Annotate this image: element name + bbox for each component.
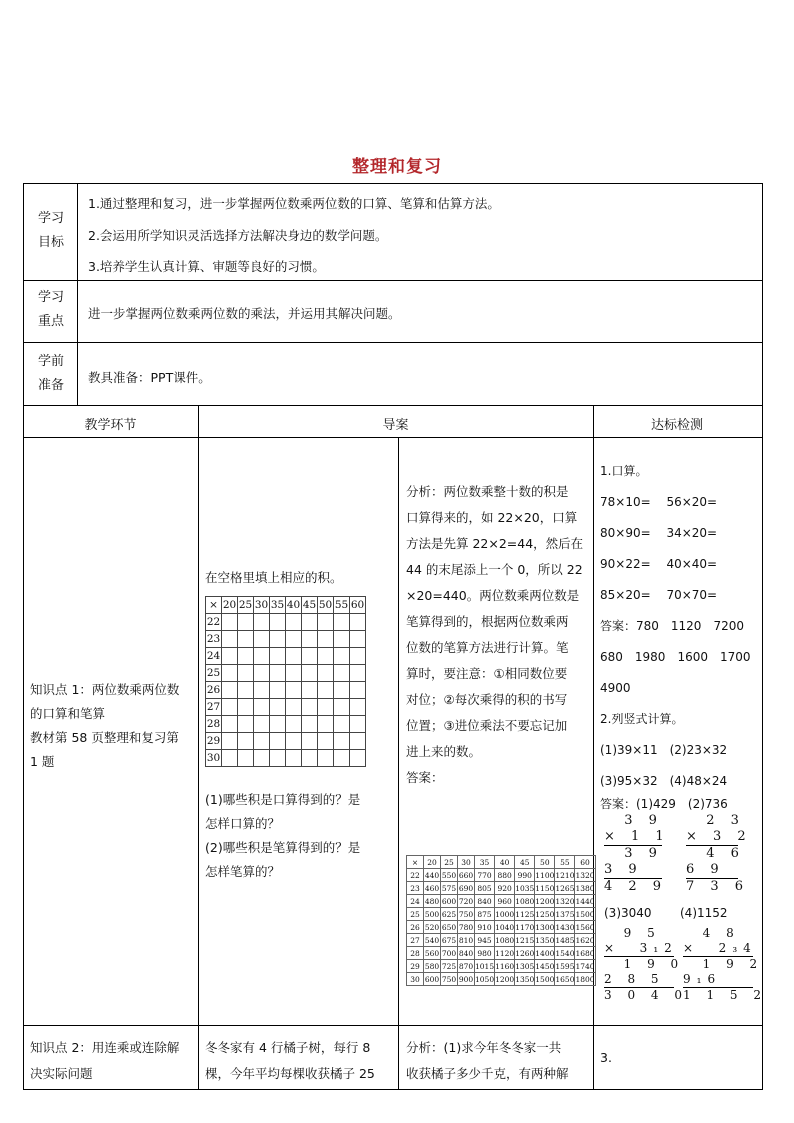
answer-cell: 675	[441, 935, 457, 945]
grid-blank-cell[interactable]	[254, 699, 270, 716]
answer-cell: 945	[475, 934, 495, 947]
k1-analysis: 分析：两位数乘整十数的积是 口算得来的，如 22×20，口算 方法是先算 22×2=44，然后在 44 的末尾添上一个 0，所以 22 ×20=440。两位数乘两位数是 笔算得到的，根据两位数乘两 位数的笔算方法进行计算。笔 算时，要注意：①相同数位要 对位；②每次乘得的积的书写 位置；③进位乘法不要忘记加 进上来的数。 答案：	[406, 484, 584, 785]
grid-blank-cell[interactable]	[254, 648, 270, 665]
answer-cell: 1485	[555, 935, 575, 945]
grid-blank-cell[interactable]	[286, 699, 302, 716]
grid-blank-cell[interactable]	[334, 716, 350, 733]
answer-header-cell: 25	[441, 856, 458, 869]
grid-blank-cell[interactable]	[254, 631, 270, 648]
answer-cell: 1080	[515, 896, 535, 906]
answer-header-cell: 55	[555, 856, 575, 869]
prep-text: 教具准备：PPT课件。	[88, 370, 211, 385]
answer-cell: 920	[495, 882, 515, 895]
answer-cell: 1595	[555, 961, 575, 971]
grid-blank-cell[interactable]	[270, 648, 286, 665]
answer-cell: 1215	[515, 935, 535, 945]
grid-blank-cell[interactable]	[334, 665, 350, 682]
answer-cell: 1350	[515, 974, 535, 984]
grid-blank-cell[interactable]	[318, 733, 334, 750]
grid-blank-cell[interactable]	[222, 648, 238, 665]
answer-cell: 1170	[515, 922, 535, 932]
grid-blank-cell[interactable]	[238, 733, 254, 750]
grid-blank-cell[interactable]	[238, 614, 254, 631]
blank-product-grid	[205, 596, 366, 767]
grid-blank-cell[interactable]	[318, 750, 334, 767]
grid-header-cell: 25	[238, 597, 254, 614]
answer-cell: 520	[424, 922, 440, 932]
grid-blank-cell[interactable]	[270, 750, 286, 767]
answer-cell: 840	[458, 948, 474, 958]
answer-cell: 910	[475, 921, 495, 934]
grid-blank-cell[interactable]	[238, 716, 254, 733]
grid-blank-cell[interactable]	[238, 665, 254, 682]
grid-blank-cell[interactable]	[334, 648, 350, 665]
answer-header-cell: 40	[495, 856, 515, 869]
grid-header-cell: 20	[222, 597, 238, 614]
answer-header-cell: 45	[515, 856, 535, 869]
grid-blank-cell[interactable]	[318, 614, 334, 631]
check-answer-1: 答案：(1)429 (2)736	[600, 797, 728, 811]
k2-analysis: 分析：(1)求今年冬冬家一共 收获橘子多少千克，有两种解	[406, 1040, 569, 1081]
grid-blank-cell[interactable]	[302, 614, 318, 631]
answer-cell: 480	[424, 896, 440, 906]
grid-blank-cell[interactable]	[350, 699, 366, 716]
grid-header-cell: 50	[318, 597, 334, 614]
grid-blank-cell[interactable]	[270, 631, 286, 648]
answer-cell: 690	[458, 883, 474, 893]
grid-blank-cell[interactable]	[302, 648, 318, 665]
grid-blank-cell[interactable]	[350, 614, 366, 631]
grid-blank-cell[interactable]	[318, 716, 334, 733]
grid-header-cell: 40	[286, 597, 302, 614]
answer-cell: 725	[441, 961, 457, 971]
grid-blank-cell[interactable]	[238, 682, 254, 699]
focus-text: 进一步掌握两位数乘两位数的乘法，并运用其解决问题。	[88, 306, 401, 321]
grid-blank-cell[interactable]	[254, 682, 270, 699]
grid-blank-cell[interactable]	[254, 716, 270, 733]
grid-blank-cell[interactable]	[222, 699, 238, 716]
grid-blank-cell[interactable]	[222, 750, 238, 767]
grid-header-cell: 60	[350, 597, 366, 614]
grid-row-label: 24	[206, 648, 222, 665]
grid-row-label: 30	[206, 750, 222, 767]
grid-row-label: 25	[206, 665, 222, 682]
grid-blank-cell[interactable]	[334, 733, 350, 750]
answer-cell: 500	[424, 909, 440, 919]
grid-blank-cell[interactable]	[302, 699, 318, 716]
answer-product-grid	[406, 855, 596, 986]
answer-cell: 540	[424, 935, 440, 945]
check-q3: 3.	[600, 1050, 612, 1065]
answer-cell: 1560	[575, 922, 595, 932]
grid-blank-cell[interactable]	[350, 682, 366, 699]
answer-cell: 1680	[575, 948, 595, 958]
grid-row-label: 28	[206, 716, 222, 733]
answer-cell: 1380	[575, 883, 595, 893]
answer-cell: 1500	[535, 974, 555, 984]
answer-cell: 440	[424, 870, 440, 880]
grid-blank-cell[interactable]	[318, 699, 334, 716]
grid-blank-cell[interactable]	[350, 648, 366, 665]
answer-header-cell: 35	[475, 856, 495, 869]
grid-blank-cell[interactable]	[350, 716, 366, 733]
answer-cell: 900	[458, 974, 474, 984]
answer-cell: 1250	[535, 909, 555, 919]
grid-blank-cell[interactable]	[286, 733, 302, 750]
answer-cell: 25	[407, 908, 424, 921]
answer-cell: 1650	[555, 974, 575, 984]
answer-cell: 1320	[555, 896, 575, 906]
answer-cell: 875	[475, 908, 495, 921]
grid-row-label: 22	[206, 614, 222, 631]
answer-cell: 1440	[575, 896, 595, 906]
answer-cell: 26	[407, 921, 424, 934]
answer-cell: 28	[407, 947, 424, 960]
vertical-calc-4: 4 8 × 2₃4 1 9 2 9₁6 1 1 5 2	[683, 926, 767, 1002]
answer-cell: 1150	[535, 883, 555, 893]
grid-blank-cell[interactable]	[350, 665, 366, 682]
answer-cell: 625	[441, 909, 457, 919]
answer-cell: 27	[407, 934, 424, 947]
answer-cell: 30	[407, 973, 424, 986]
grid-blank-cell[interactable]	[270, 699, 286, 716]
answer-cell: 650	[441, 922, 457, 932]
grid-blank-cell[interactable]	[318, 648, 334, 665]
answer-cell: 990	[515, 869, 535, 882]
grid-blank-cell[interactable]	[350, 733, 366, 750]
k2-problem: 冬冬家有 4 行橘子树，每行 8 棵，今年平均每棵收获橘子 25	[205, 1040, 375, 1081]
prep-label: 学前 准备	[37, 354, 64, 393]
answer-cell: 980	[475, 947, 495, 960]
k1-task: 在空格里填上相应的积。	[205, 570, 343, 585]
answer-cell: 1120	[495, 948, 515, 958]
header-check: 达标检测	[650, 418, 703, 433]
answer-cell: 1450	[535, 961, 555, 971]
grid-blank-cell[interactable]	[286, 648, 302, 665]
vertical-calc-3: 9 5 × 3₁2 1 9 0 2 8 5 3 0 4 0	[604, 926, 688, 1002]
answer-cell: 1400	[535, 948, 555, 958]
answer-cell: 700	[441, 948, 457, 958]
answer-header-cell: 20	[424, 856, 441, 869]
grid-blank-cell[interactable]	[222, 614, 238, 631]
answer-cell: 22	[407, 869, 424, 882]
answer-cell: 1500	[575, 909, 595, 919]
goal-item: 2.会运用所学知识灵活选择方法解决身边的数学问题。	[88, 228, 388, 243]
answer-cell: 750	[441, 974, 457, 984]
goals-label: 学习 目标	[37, 211, 64, 250]
grid-blank-cell[interactable]	[286, 682, 302, 699]
grid-header-cell: 45	[302, 597, 318, 614]
answer-cell: 810	[458, 935, 474, 945]
answer-cell: 460	[424, 883, 440, 893]
answer-cell: 1200	[535, 896, 555, 906]
answer-header-cell: 60	[575, 856, 595, 869]
grid-blank-cell[interactable]	[302, 733, 318, 750]
answer-cell: 1035	[515, 883, 535, 893]
grid-blank-cell[interactable]	[270, 733, 286, 750]
answer-cell: 1260	[515, 948, 535, 958]
goal-item: 1.通过整理和复习，进一步掌握两位数乘两位数的口算、笔算和估算方法。	[88, 196, 500, 211]
answer-cell: 880	[495, 869, 515, 882]
header-teaching-step: 教学环节	[84, 418, 137, 433]
grid-blank-cell[interactable]	[334, 699, 350, 716]
answer-cell: 1000	[495, 909, 515, 919]
answer-cell: 560	[424, 948, 440, 958]
answer-cell: 1265	[555, 883, 575, 893]
answer-cell: 1160	[495, 961, 515, 971]
grid-header-cell: 35	[270, 597, 286, 614]
answer-cell: 1800	[575, 974, 595, 984]
grid-header-cell: ×	[206, 597, 222, 614]
answer-cell: 1350	[535, 935, 555, 945]
check-oral: 1.口算。 78×10= 56×20= 80×90= 34×20= 90×22= 40×40= 85×20= 70×70= 答案：780 1120 7200 680 1980 1600 1700 4900 2.列竖式计算。 (1)39×11 (2)23×32 (3)95×32 (4)48×24	[600, 464, 751, 788]
answer-cell: 1430	[555, 922, 575, 932]
answer-header-cell: 50	[535, 856, 555, 869]
answer-cell: 1320	[575, 870, 595, 880]
grid-blank-cell[interactable]	[222, 733, 238, 750]
answer-cell: 750	[458, 909, 474, 919]
answer-cell: 580	[424, 961, 440, 971]
answer-cell: 1015	[475, 961, 495, 971]
grid-blank-cell[interactable]	[334, 614, 350, 631]
grid-blank-cell[interactable]	[318, 682, 334, 699]
answer-cell: 550	[441, 870, 457, 880]
answer-cell: 1300	[535, 922, 555, 932]
grid-blank-cell[interactable]	[270, 614, 286, 631]
check-answer-3: (3)3040	[604, 906, 652, 920]
answer-cell: 720	[458, 896, 474, 906]
grid-blank-cell[interactable]	[222, 716, 238, 733]
grid-blank-cell[interactable]	[238, 631, 254, 648]
answer-header-cell: 30	[458, 856, 475, 869]
vertical-calc-1: 3 9 × 1 1 3 9 3 9 4 2 9	[604, 813, 670, 894]
k1-section: 知识点 1：两位数乘两位数 的口算和笔算 教材第 58 页整理和复习第 1 题	[30, 682, 180, 769]
grid-blank-cell[interactable]	[238, 648, 254, 665]
grid-blank-cell[interactable]	[270, 665, 286, 682]
answer-cell: 600	[424, 974, 440, 984]
answer-cell: 1040	[495, 922, 515, 932]
grid-row-label: 29	[206, 733, 222, 750]
grid-blank-cell[interactable]	[302, 631, 318, 648]
answer-cell: 1080	[495, 935, 515, 945]
grid-blank-cell[interactable]	[350, 631, 366, 648]
answer-cell: 1620	[575, 935, 595, 945]
grid-blank-cell[interactable]	[334, 682, 350, 699]
answer-cell: 23	[407, 882, 424, 895]
grid-blank-cell[interactable]	[254, 665, 270, 682]
k1-questions: (1)哪些积是口算得到的？是 怎样口算的？ (2)哪些积是笔算得到的？是 怎样笔算的？	[205, 792, 361, 879]
answer-header-cell: ×	[407, 856, 424, 869]
focus-label: 学习 重点	[37, 290, 64, 329]
header-guide: 导案	[382, 418, 409, 433]
grid-blank-cell[interactable]	[318, 665, 334, 682]
grid-blank-cell[interactable]	[270, 682, 286, 699]
grid-blank-cell[interactable]	[334, 631, 350, 648]
grid-blank-cell[interactable]	[222, 631, 238, 648]
grid-row-label: 26	[206, 682, 222, 699]
answer-cell: 575	[441, 883, 457, 893]
answer-cell: 1375	[555, 909, 575, 919]
grid-blank-cell[interactable]	[254, 733, 270, 750]
answer-cell: 1125	[515, 909, 535, 919]
grid-blank-cell[interactable]	[350, 750, 366, 767]
answer-cell: 960	[495, 895, 515, 908]
answer-cell: 1210	[555, 870, 575, 880]
grid-row-label: 23	[206, 631, 222, 648]
k2-section: 知识点 2：用连乘或连除解 决实际问题	[30, 1040, 180, 1081]
grid-blank-cell[interactable]	[302, 665, 318, 682]
answer-cell: 780	[458, 922, 474, 932]
answer-cell: 660	[458, 870, 474, 880]
grid-blank-cell[interactable]	[334, 750, 350, 767]
grid-blank-cell[interactable]	[222, 682, 238, 699]
answer-cell: 1050	[475, 974, 495, 984]
page-title: 整理和复习	[352, 157, 442, 177]
answer-cell: 1100	[535, 870, 555, 880]
check-answer-4: (4)1152	[680, 906, 728, 920]
grid-blank-cell[interactable]	[238, 699, 254, 716]
answer-cell: 1305	[515, 961, 535, 971]
goal-item: 3.培养学生认真计算、审题等良好的习惯。	[88, 259, 325, 274]
grid-header-cell: 30	[254, 597, 270, 614]
grid-blank-cell[interactable]	[238, 750, 254, 767]
grid-blank-cell[interactable]	[302, 750, 318, 767]
grid-blank-cell[interactable]	[254, 750, 270, 767]
grid-blank-cell[interactable]	[286, 665, 302, 682]
answer-cell: 870	[458, 961, 474, 971]
answer-cell: 840	[475, 895, 495, 908]
vertical-calc-2: 2 3 × 3 2 4 6 6 9 7 3 6	[686, 813, 752, 894]
grid-blank-cell[interactable]	[302, 682, 318, 699]
grid-blank-cell[interactable]	[318, 631, 334, 648]
grid-blank-cell[interactable]	[286, 716, 302, 733]
grid-blank-cell[interactable]	[302, 716, 318, 733]
grid-blank-cell[interactable]	[286, 631, 302, 648]
answer-cell: 805	[475, 882, 495, 895]
answer-cell: 1540	[555, 948, 575, 958]
answer-cell: 1740	[575, 961, 595, 971]
answer-cell: 29	[407, 960, 424, 973]
grid-blank-cell[interactable]	[286, 750, 302, 767]
grid-blank-cell[interactable]	[270, 716, 286, 733]
grid-blank-cell[interactable]	[254, 614, 270, 631]
answer-cell: 600	[441, 896, 457, 906]
answer-cell: 1200	[495, 974, 515, 984]
grid-row-label: 27	[206, 699, 222, 716]
answer-cell: 24	[407, 895, 424, 908]
grid-header-cell: 55	[334, 597, 350, 614]
grid-blank-cell[interactable]	[222, 665, 238, 682]
grid-blank-cell[interactable]	[286, 614, 302, 631]
answer-cell: 770	[475, 869, 495, 882]
